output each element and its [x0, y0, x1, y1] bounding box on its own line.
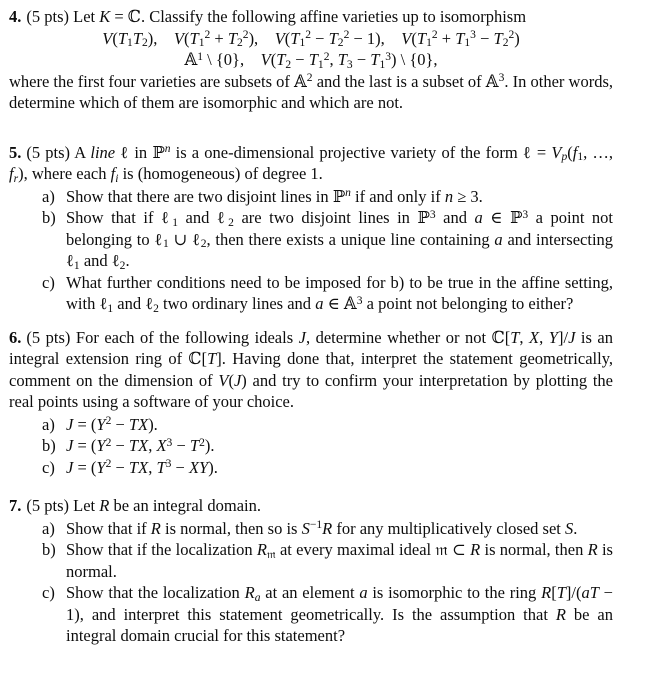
- problem-7: [9, 495, 613, 647]
- problem-6-item-b-text: $J = (Y^2$ − TX, $X^3 - T^2$).: [66, 436, 215, 455]
- problem-6-item-a: [42, 414, 613, 436]
- problem-7-item-c-text: Show that the localization $R_a$ at an element a is isomorphic to the ring R[T]/(aT − 1), and interpret this statement geometrically. Is the assumption that R be an integral domain crucial for this statement?: [66, 583, 613, 645]
- problem-6-items: [42, 414, 613, 479]
- problem-7-item-c: [42, 582, 613, 647]
- problem-4-intro: [9, 6, 613, 28]
- problem-6-item-b-label: b): [42, 436, 56, 455]
- problem-6: [9, 327, 613, 479]
- problem-6-intro: [9, 327, 613, 413]
- problem-5-intro: [9, 142, 613, 185]
- problem-5-item-b-text: Show that if ℓ$_1$ and ℓ$_2$ are two disjoint lines in ℙ$^3$ and a ∈ ℙ$^3$ a point not belonging to ℓ$_1$ ∪ ℓ$_2$, then there exists a unique line containing a and intersecting ℓ$_1$ and ℓ$_2$.: [66, 208, 614, 272]
- problem-6-item-c-label: c): [42, 457, 55, 477]
- problem-7-item-c-label: c): [42, 583, 55, 602]
- problem-5-item-c-label: c): [42, 272, 55, 292]
- problem-6-item-c-text: $J = (Y^2$ − TX, $T^3 - XY$).: [66, 457, 218, 477]
- problem-6-number: 6.: [9, 327, 22, 347]
- problem-5-item-a-label: a): [42, 186, 55, 206]
- problem-7-item-a: [42, 518, 613, 540]
- problem-6-item-b: [42, 435, 613, 457]
- problem-7-items: [42, 518, 613, 647]
- problem-5-item-b: [42, 207, 613, 272]
- problem-5-item-c: [42, 272, 613, 315]
- problem-7-intro-text: (5 pts) Let R be an integral domain.: [26, 496, 261, 515]
- problem-5-item-a-text: Show that there are two disjoint lines in ℙ$^n$ if and only if n ≥ 3.: [66, 186, 483, 206]
- problem-5-number: 5.: [9, 142, 22, 162]
- problem-5-item-c-text: What further conditions need to be imposed for b) to be true in the affine setting, with ℓ$_1$ and ℓ$_2$ two ordinary lines and a ∈ 𝔸$^3$ a point not belonging to either?: [66, 272, 613, 315]
- problem-6-item-c: [42, 457, 613, 479]
- problem-6-item-a-text: $J = (Y^2 - TX)$.: [66, 414, 158, 434]
- problem-7-item-b: [42, 539, 613, 582]
- problem-5-items: [42, 186, 613, 315]
- problem-6-item-a-label: a): [42, 414, 55, 434]
- problem-7-item-b-label: b): [42, 540, 56, 559]
- problem-5: [9, 142, 613, 315]
- problem-5-intro-text: (5 pts) A line ℓ in ℙ$^n$ is a one-dimensional projective variety of the form ℓ = $V_p(f_1$, …, $f_r$), where each $f_i$ is (homogeneous) of degree 1.: [9, 142, 614, 185]
- problem-6-intro-text: (5 pts) For each of the following ideals J, determine whether or not ℂ[T, X, Y]/J is an integral extension ring of ℂ[T]. Having done that, interpret the statement geometrically, comment on the dimension of V(J) and try to confirm your interpretation by plotting the real points using a software of your choice.: [9, 327, 613, 411]
- problem-4-display-line-2: 𝔸$^1$ \ {0}, $V(T_2 - T_1^2$, $T_3 - T_1^3$) \ {0},: [184, 50, 438, 71]
- problem-4-intro-text: (5 pts) Let K = ℂ. Classify the following affine varieties up to isomorphism: [26, 7, 527, 26]
- problem-7-intro: [9, 495, 613, 517]
- problem-4-outro: where the first four varieties are subsets of 𝔸$^2$ and the last is a subset of 𝔸$^3$. In other words, determine which of them are isomorphic and which are not.: [9, 71, 613, 112]
- problem-5-item-b-label: b): [42, 208, 56, 227]
- problem-7-item-a-text: Show that if R is normal, then so is $S^{-1}R$ for any multiplicatively closed set S.: [66, 518, 578, 538]
- problem-7-number: 7.: [9, 496, 22, 515]
- problem-7-item-b-text: Show that if the localization $R_𝔪$ at every maximal ideal 𝔪 ⊂ R is normal, then R is normal.: [66, 540, 613, 581]
- problem-4: [9, 6, 613, 114]
- problem-7-item-a-label: a): [42, 518, 55, 538]
- problem-4-number: 4.: [9, 7, 22, 26]
- problem-5-item-a: [42, 186, 613, 208]
- problem-4-display-line-1: $V(T_1T_2)$, $V(T_1^2 + T_2^2)$, $V(T_1^2 - T_2^2 - 1)$, $V(T_1^2 + T_1^3 - T_2^2)$: [102, 28, 520, 50]
